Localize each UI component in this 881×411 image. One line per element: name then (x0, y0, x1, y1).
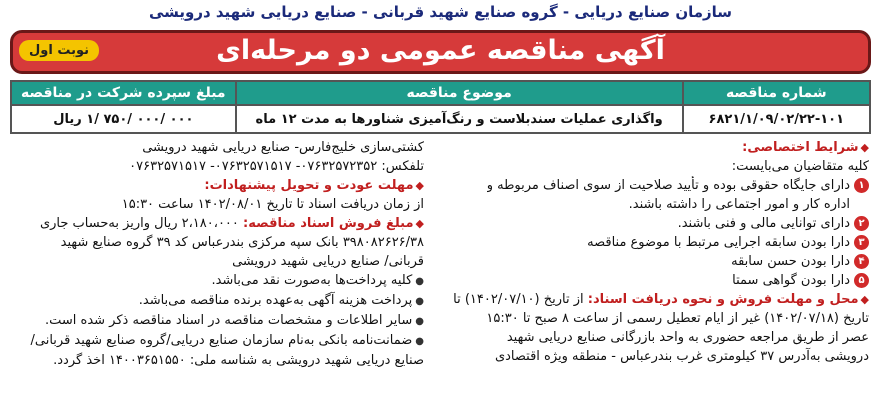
receipt-text: عصر از طریق مراجعه حضوری به واحد بازرگانی صنایع دریایی شهید (506, 330, 869, 345)
condition-text: دارا بودن سابقه اجرایی مرتبط با موضوع مناقصه (587, 235, 850, 250)
number-badge: ۲ (854, 216, 869, 231)
bullet-item: ●کلیه پرداخت‌ها به‌صورت نقد می‌باشد. (211, 273, 424, 288)
condition-item (427, 214, 869, 233)
conditions-section (427, 138, 869, 366)
bullet-icon: ● (415, 316, 424, 327)
condition-text: دارا بودن حسن سابقه (731, 254, 850, 269)
receipt-heading: ◆محل و مهلت فروش و نحوه دریافت اسناد: از تاریخ (۱۴۰۲/۰۷/۱۰) تا (453, 292, 869, 307)
tender-subject: واگذاری عملیات سندبلاست و رنگ‌آمیزی شناورها به مدت ۱۲ ماه (236, 105, 683, 133)
title-banner (10, 30, 871, 74)
condition-item (427, 252, 869, 271)
bullet-item: ●سایر اطلاعات و مشخصات مناقصه در اسناد مناقصه ذکر شده است. (44, 313, 424, 328)
sale-text: قربانی/ صنایع دریایی شهید درویشی (232, 254, 424, 269)
sale-text: ۳۹۸۰۸۲۶۲۶/۳۸ بانک سپه مرکزی بندرعباس کد ۳۹ گروه صنایع شهید (60, 235, 424, 250)
turn-badge: نوبت اول (19, 40, 99, 61)
diamond-icon: ◆ (415, 217, 424, 230)
company-line: کشتی‌سازی خلیج‌فارس- صنایع دریایی شهید درویشی (142, 140, 424, 155)
notice-title: آگهی مناقصه عمومی دو مرحله‌ای (216, 35, 665, 66)
organization-line: سازمان صنایع دریایی - گروه صنایع شهید قربانی - صنایع دریایی شهید درویشی (148, 3, 733, 21)
condition-text: دارا بودن گواهی سمتا (732, 273, 850, 288)
diamond-icon: ◆ (860, 141, 869, 154)
bullet-continuation: صنایع دریایی شهید درویشی به شناسه ملی: ۱۴۰۰۳۶۵۱۵۵۰ اخذ گردد. (53, 353, 424, 368)
tender-number: ۶۸۲۱/۱/۰۹/۰۲/۲۲-۱۰۱ (683, 105, 870, 133)
deposit-amount: ۰۰۰ /۰۰۰ /۷۵۰ /۱ ریال (11, 105, 236, 133)
number-badge: ۴ (854, 254, 869, 269)
diamond-icon: ◆ (860, 293, 869, 306)
conditions-heading: ◆شرایط اختصاصی: (742, 140, 869, 155)
header-tender-subject: موضوع مناقصه (236, 81, 683, 105)
number-badge: ۵ (854, 273, 869, 288)
condition-text: دارای توانایی مالی و فنی باشند. (677, 216, 850, 231)
bullet-icon: ● (415, 276, 424, 287)
sale-section (12, 138, 424, 370)
table-header-row (11, 81, 870, 105)
condition-text: اداره کار و امور اجتماعی را داشته باشند. (628, 197, 850, 212)
receipt-text: درویشی به‌آدرس ۳۷ کیلومتری غرب بندرعباس - منطقه ویژه اقتصادی (494, 349, 869, 364)
tender-table (10, 80, 871, 134)
deadline-heading: ◆مهلت عودت و تحویل پیشنهادات: (204, 178, 424, 193)
receipt-text: تاریخ (۱۴۰۲/۰۷/۱۸) غیر از ایام تعطیل رسمی از ساعت ۸ صبح تا ۱۵:۳۰ (486, 311, 869, 326)
header-deposit-amount: مبلغ سپرده شرکت در مناقصه (11, 81, 236, 105)
bullet-icon: ● (415, 296, 424, 307)
condition-item (427, 233, 869, 252)
table-row (11, 105, 870, 133)
bullet-icon: ● (415, 336, 424, 347)
number-badge: ۱ (854, 178, 869, 193)
condition-item (427, 176, 869, 214)
bullet-item: ●پرداخت هزینه آگهی به‌عهده برنده مناقصه می‌باشد. (138, 293, 424, 308)
header-tender-number: شماره مناقصه (683, 81, 870, 105)
condition-text: دارای جایگاه حقوقی بوده و تأیید صلاحیت از سوی اصناف مربوطه و (486, 178, 850, 193)
sale-heading: ◆مبلغ فروش اسناد مناقصه: ۲،۱۸۰،۰۰۰ ریال واریز به‌حساب جاری (39, 216, 424, 231)
number-badge: ۳ (854, 235, 869, 250)
deadline-text: از زمان دریافت اسناد تا تاریخ ۱۴۰۲/۰۸/۰۱ ساعت ۱۵:۳۰ (121, 197, 424, 212)
bullet-item: ●ضمانت‌نامه بانکی به‌نام سازمان صنایع دریایی/گروه صنایع شهید قربانی/ (30, 333, 424, 348)
conditions-intro: کلیه متقاضیان می‌بایست: (731, 159, 869, 174)
condition-item (427, 271, 869, 290)
phone-line: تلفکس: ۰۷۶۳۲۵۷۲۳۵۲- ۰۷۶۳۲۵۷۱۵۱۷- ۰۷۶۳۲۵۷۱۵۱۷ (129, 159, 424, 174)
diamond-icon: ◆ (415, 179, 424, 192)
